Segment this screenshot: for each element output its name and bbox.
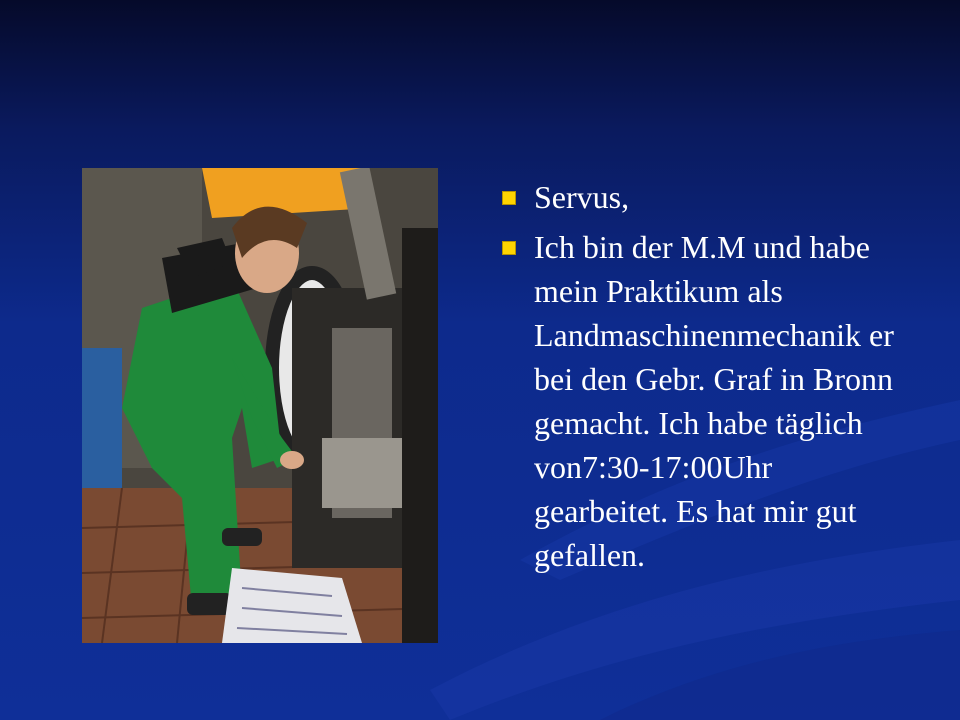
square-bullet-icon: [502, 241, 516, 255]
workshop-photo: [82, 168, 438, 643]
square-bullet-icon: [502, 191, 516, 205]
bullet-text: Ich bin der M.M und habe mein Praktikum als Landmaschinenmechanik er bei den Gebr. Graf in Bronn gemacht. Ich habe täglich von7:30-17:00Uhr gearbeitet. Es hat mir gut gefallen.: [534, 229, 894, 573]
bullet-list: [500, 175, 910, 583]
bullet-text: Servus,: [534, 179, 630, 215]
list-item: [500, 175, 910, 219]
list-item: [500, 225, 910, 577]
